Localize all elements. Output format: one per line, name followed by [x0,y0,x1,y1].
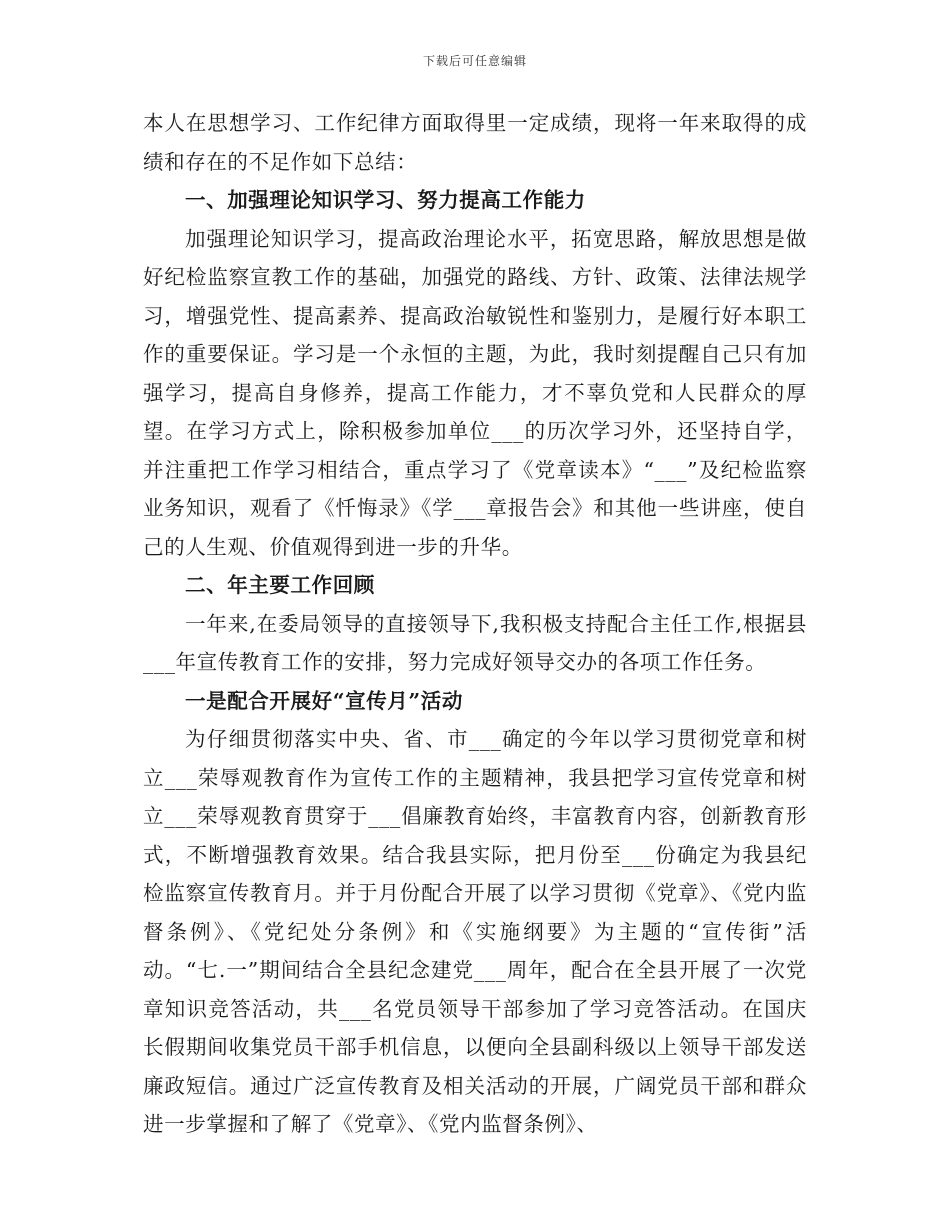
intro-paragraph: 本人在思想学习、工作纪律方面取得里一定成绩，现将一年来取得的成绩和存在的不足作如下总结： [143,111,807,174]
page-header: 下载后可任意编辑 [422,54,527,68]
document-body [143,104,807,1144]
section-heading-3: 一是配合开展好“宣传月”活动 [185,688,463,713]
section-heading-2: 二、年主要工作回顾 [185,573,375,597]
paragraph-2: 一年来,在委局领导的直接领导下,我积极支持配合主任工作,根据县___年宣传教育工作的安排，努力完成好领导交办的各项工作任务。 [143,611,807,674]
section-heading-1: 一、加强理论知识学习、努力提高工作能力 [185,188,586,212]
paragraph-3: 为仔细贯彻落实中央、省、市___确定的今年以学习贯彻党章和树立___荣辱观教育作为宣传工作的主题精神，我县把学习宣传党章和树立___荣辱观教育贯穿于___倡廉教育始终，丰富教育内容，创新教育形式，不断增强教育效果。结合我县实际，把月份至___份确定为我县纪检监察宣传教育月。并于月份配合开展了以学习贯彻《党章》、《党内监督条例》、《党纪处分条例》和《实施纲要》为主题的“宣传街”活动。“七.一”期间结合全县纪念建党___周年，配合在全县开展了一次党章知识竞答活动，共___名党员领导干部参加了学习竞答活动。在国庆长假期间收集党员干部手机信息，以便向全县副科级以上领导干部发送廉政短信。通过广泛宣传教育及相关活动的开展，广阔党员干部和群众进一步掌握和了解了《党章》、《党内监督条例》、 [143,727,807,1136]
paragraph-1: 加强理论知识学习，提高政治理论水平，拓宽思路，解放思想是做好纪检监察宣教工作的基础，加强党的路线、方针、政策、法律法规学习，增强党性、提高素养、提高政治敏锐性和鉴别力，是履行好本职工作的重要保证。学习是一个永恒的主题，为此，我时刻提醒自己只有加强学习，提高自身修养，提高工作能力，才不辜负党和人民群众的厚望。在学习方式上，除积极参加单位___的历次学习外，还坚持自学，并注重把工作学习相结合，重点学习了《党章读本》“___”及纪检监察业务知识，观看了《忏悔录》《学___章报告会》和其他一些讲座，使自己的人生观、价值观得到进一步的升华。 [143,226,807,559]
